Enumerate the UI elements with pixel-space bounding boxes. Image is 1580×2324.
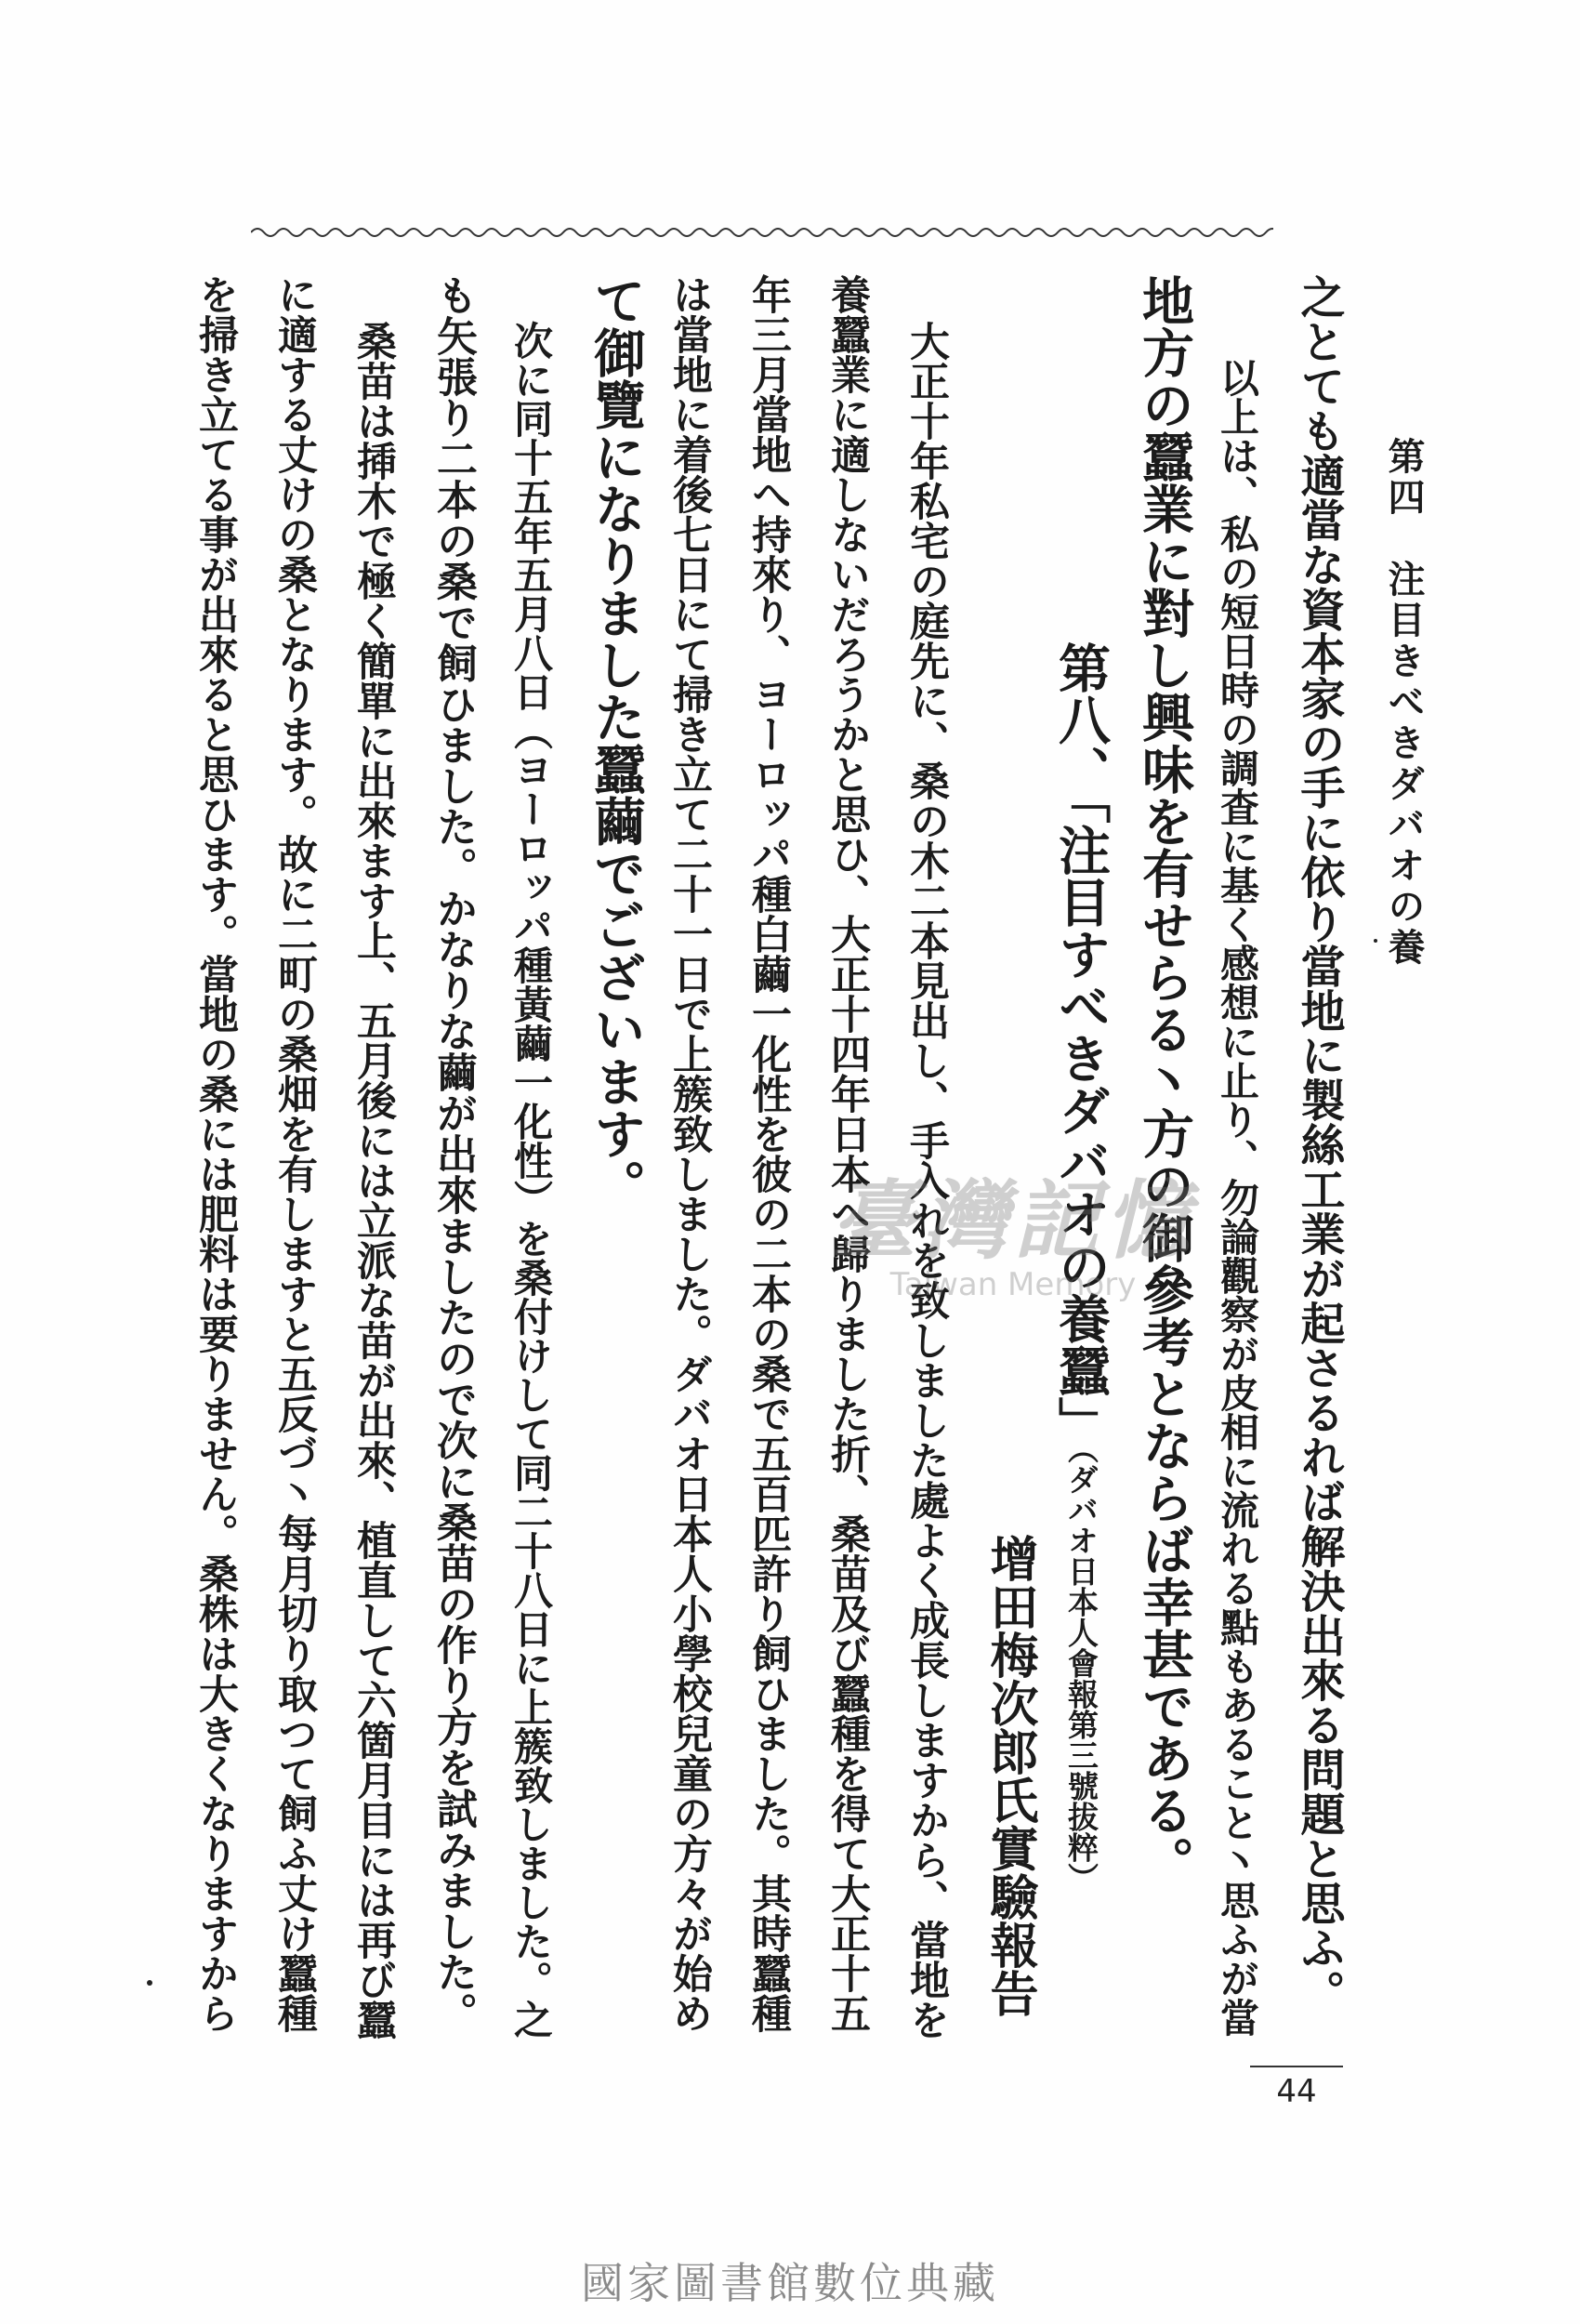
article-title-note: （ダバオ日本人會報第三號拔粹） [1063,1448,1099,1894]
page-number-rule [1250,2066,1343,2067]
body-column: は當地に着後七日にて掃き立て二十一日で上簇致しました。ダバオ日本人小學校兒童の方々が始め [666,274,713,2033]
body-column: に適する丈けの桑となります。故に二町の桑畑を有しますと五反づ丶每月切り取つて飼ふ丈け蠶種 [271,274,318,2033]
ink-dot [1374,939,1377,943]
running-head: 第四 注目きべきダバオの養 [1382,437,1426,969]
body-column: て御覽になりました蠶繭でございます。 [586,274,647,1211]
watermark-chinese: 臺灣記憶 [830,1170,1195,1271]
page-number: 44 [1276,2073,1317,2110]
wavy-rule [251,223,1273,242]
body-column: 地方の蠶業に對し興味を有せらる丶方の御參考とならば幸甚である。 [1134,274,1195,1888]
body-column: 大正十年私宅の庭先に、桑の木二本見出し、手入れを致しました處よく成長しますから、當地を [903,321,950,2040]
article-title [1050,641,1112,1894]
article-title-main: 第八、「注目すべきダバオの養蠶」 [1050,641,1112,1448]
body-column: も矢張り二本の桑で飼ひました。かなりな繭が出來ましたので次に桑苗の作り方を試みました。 [429,274,477,2033]
watermark-english: Taiwan Memory [889,1266,1137,1303]
body-column: 次に同十五年五月八日（ヨーロッパ種黃繭一化性）を桑付けして同二十八日に上簇致しました。之 [508,321,554,2039]
footer-credit: 國家圖書館數位典藏 [581,2258,999,2308]
body-column: 桑苗は揷木で極く簡單に出來ます上、五月後には立派な苗が出來、植直して六箇月目には再び蠶 [350,321,397,2040]
ink-dot [147,1980,152,1986]
body-column: 年三月當地へ持來り、ヨーロッパ種白繭一化性を彼の二本の桑で五百匹許り飼ひました。其時蠶種 [745,274,792,2033]
body-column: 以上は、私の短日時の調査に基く感想に止り、勿論觀察が皮相に流れる點もあること丶思ふが當 [1215,358,1260,2037]
body-column: を掃き立てる事が出來ると思ひます。當地の桑には肥料は要りません。桑株は大きくなりますから [192,274,239,2033]
body-column: 之とても適當な資本家の手に依り當地に製絲工業が起さるれば解決出來る問題と思ふ。 [1293,274,1345,2014]
article-author: 增田梅次郎氏實驗報告 [981,1534,1038,2017]
body-column: 養蠶業に適しないだろうかと思ひ、大正十四年日本へ歸りました折、桑苗及び蠶種を得て大正十五 [824,274,871,2033]
